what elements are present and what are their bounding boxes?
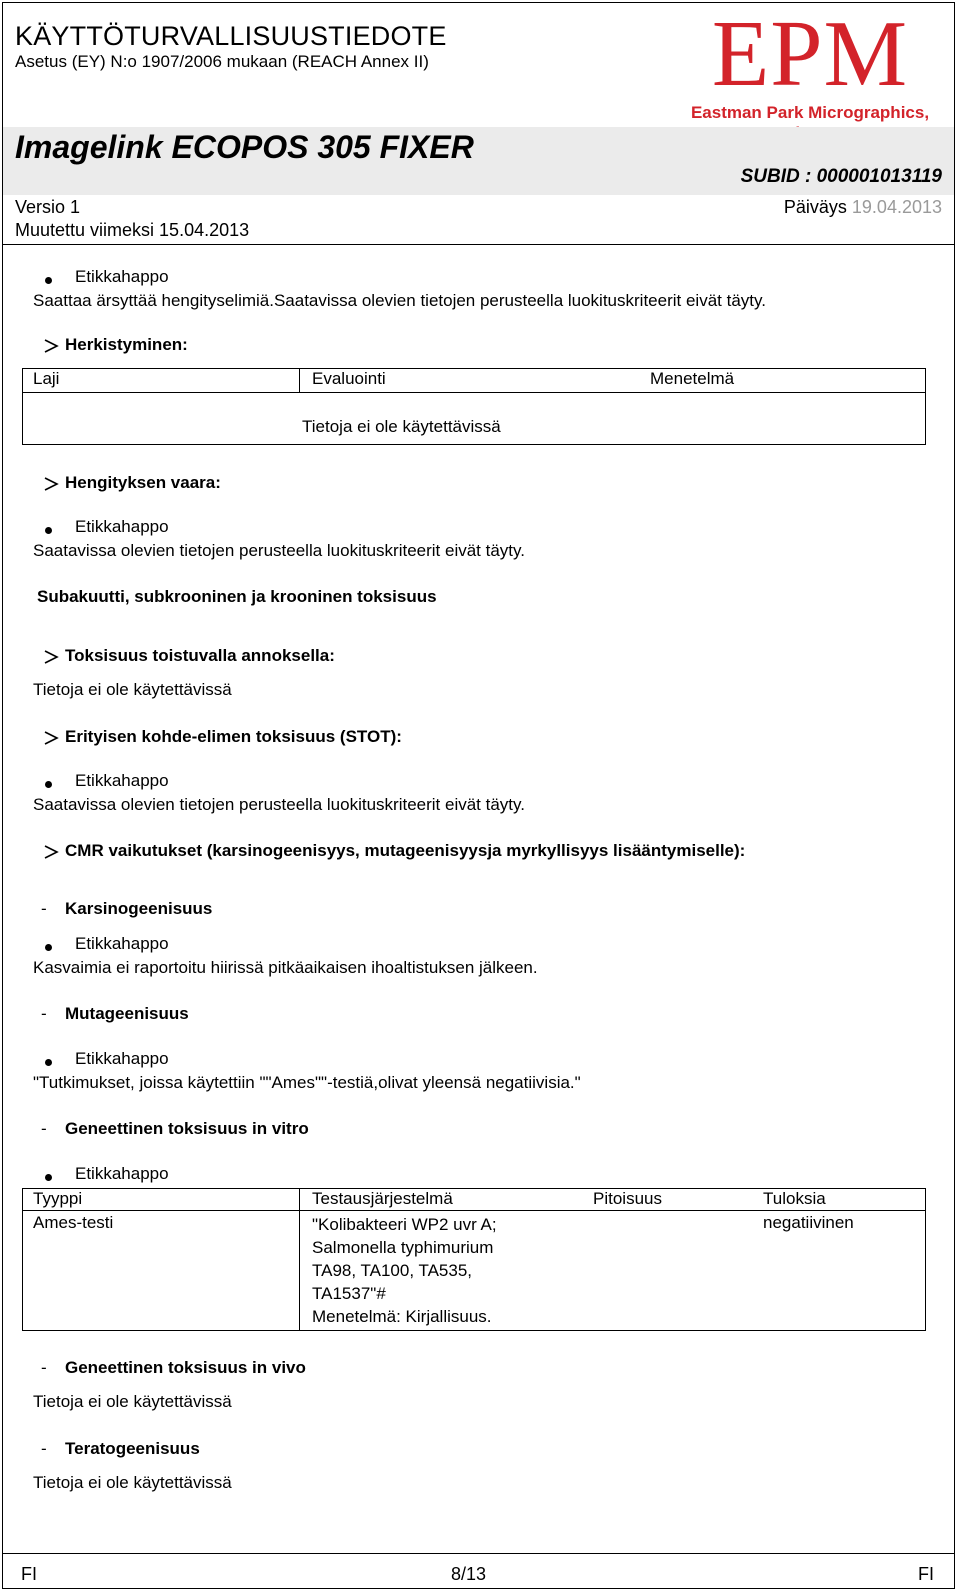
test-system-line: Menetelmä: Kirjallisuus. xyxy=(312,1307,492,1326)
column-header: Evaluointi xyxy=(312,369,386,388)
bullet-icon xyxy=(45,781,52,788)
test-system-line: Salmonella typhimurium xyxy=(312,1238,494,1257)
bullet-icon xyxy=(45,944,52,951)
genotox-vitro-table xyxy=(22,1188,926,1331)
cell-result: negatiivinen xyxy=(763,1213,854,1232)
arrow-bullet-icon xyxy=(43,844,61,860)
aspiration-text: Saatavissa olevien tietojen perusteella luokituskriteerit eivät täyty. xyxy=(33,541,525,560)
cell-test-system xyxy=(312,1213,497,1328)
substance-name: Etikkahappo xyxy=(75,771,169,790)
cell-group xyxy=(300,1211,926,1331)
column-header: Tyyppi xyxy=(23,1189,300,1211)
genotox-vitro-heading: Geneettinen toksisuus in vitro xyxy=(65,1119,309,1138)
column-header: Laji xyxy=(23,369,300,393)
test-system-line: "Kolibakteeri WP2 uvr A; xyxy=(312,1215,497,1234)
bullet-icon xyxy=(45,1059,52,1066)
cmr-heading: CMR vaikutukset (karsinogeenisyys, mutageenisyysja myrkyllisyys lisääntymiselle): xyxy=(65,841,746,860)
carcinogenicity-heading: Karsinogeenisuus xyxy=(65,899,213,918)
product-name: Imagelink ECOPOS 305 FIXER xyxy=(15,129,474,165)
substance-name: Etikkahappo xyxy=(75,1049,169,1068)
column-header: Menetelmä xyxy=(650,369,735,388)
footer-language-left: FI xyxy=(21,1564,37,1584)
date xyxy=(784,197,942,218)
respiratory-text: Saattaa ärsyttää hengityselimiä.Saatavissa olevien tietojen perusteella luokituskriteerit eivät täyty. xyxy=(33,291,766,310)
column-header: Tuloksia xyxy=(763,1189,826,1208)
arrow-bullet-icon xyxy=(43,649,61,665)
substance-name: Etikkahappo xyxy=(75,1164,169,1183)
bullet-icon xyxy=(45,1174,52,1181)
dash-marker: - xyxy=(41,1358,47,1377)
repeated-dose-text: Tietoja ei ole käytettävissä xyxy=(33,680,232,699)
aspiration-heading: Hengityksen vaara: xyxy=(65,473,221,492)
dash-marker: - xyxy=(41,1439,47,1458)
dash-marker: - xyxy=(41,899,47,918)
sensitization-heading: Herkistyminen: xyxy=(65,335,188,354)
arrow-bullet-icon xyxy=(43,476,61,492)
table-row xyxy=(23,393,926,445)
header-divider xyxy=(3,244,954,245)
bullet-icon xyxy=(45,277,52,284)
column-header-group xyxy=(300,369,926,393)
bullet-icon xyxy=(45,527,52,534)
dash-marker: - xyxy=(41,1119,47,1138)
page-number: 8/13 xyxy=(451,1564,487,1584)
column-header: Pitoisuus xyxy=(593,1189,662,1208)
date-value: 19.04.2013 xyxy=(851,197,942,217)
substance-name: Etikkahappo xyxy=(75,267,169,286)
sds-page xyxy=(2,2,955,1589)
carcinogenicity-text: Kasvaimia ei raportoitu hiirissä pitkäaikaisen ihoaltistuksen jälkeen. xyxy=(33,958,538,977)
genotox-vivo-text: Tietoja ei ole käytettävissä xyxy=(33,1392,232,1411)
stot-heading: Erityisen kohde-elimen toksisuus (STOT): xyxy=(65,727,402,746)
teratogenicity-text: Tietoja ei ole käytettävissä xyxy=(33,1473,232,1492)
table-row xyxy=(23,1211,926,1331)
test-system-line: TA98, TA100, TA535, xyxy=(312,1261,473,1280)
genotox-vivo-heading: Geneettinen toksisuus in vivo xyxy=(65,1358,306,1377)
substance-name: Etikkahappo xyxy=(75,934,169,953)
no-data-text: Tietoja ei ole käytettävissä xyxy=(302,417,501,436)
mutagenicity-heading: Mutageenisuus xyxy=(65,1004,189,1023)
teratogenicity-heading: Teratogeenisuus xyxy=(65,1439,200,1458)
sensitization-table xyxy=(22,368,926,445)
subid: SUBID : 000001013119 xyxy=(740,166,942,187)
test-system-line: TA1537"# xyxy=(312,1284,386,1303)
version: Versio 1 xyxy=(15,197,81,217)
substance-name: Etikkahappo xyxy=(75,517,169,536)
stot-text: Saatavissa olevien tietojen perusteella luokituskriteerit eivät täyty. xyxy=(33,795,525,814)
logo-letters: EPM xyxy=(711,2,909,106)
epm-logo xyxy=(685,2,935,129)
column-header-group xyxy=(300,1189,926,1211)
mutagenicity-text: "Tutkimukset, joissa käytettiin ""Ames""-testiä,olivat yleensä negatiivisia." xyxy=(33,1073,581,1092)
logo-company-name: Eastman Park Micrographics, xyxy=(690,103,930,122)
chronic-toxicity-heading: Subakuutti, subkrooninen ja krooninen toksisuus xyxy=(37,587,437,606)
column-header: Testausjärjestelmä xyxy=(312,1189,453,1208)
repeated-dose-heading: Toksisuus toistuvalla annoksella: xyxy=(65,646,335,665)
dash-marker: - xyxy=(41,1004,47,1023)
document-title: KÄYTTÖTURVALLISUUSTIEDOTE xyxy=(15,21,447,51)
last-modified: Muutettu viimeksi 15.04.2013 xyxy=(15,220,250,240)
footer-language-right: FI xyxy=(918,1564,934,1584)
date-label: Päiväys xyxy=(783,197,847,217)
regulation-subtitle: Asetus (EY) N:o 1907/2006 mukaan (REACH Annex II) xyxy=(15,52,429,71)
arrow-bullet-icon xyxy=(43,730,61,746)
cell-type: Ames-testi xyxy=(23,1211,300,1331)
arrow-bullet-icon xyxy=(43,338,61,354)
footer-divider xyxy=(3,1553,954,1554)
